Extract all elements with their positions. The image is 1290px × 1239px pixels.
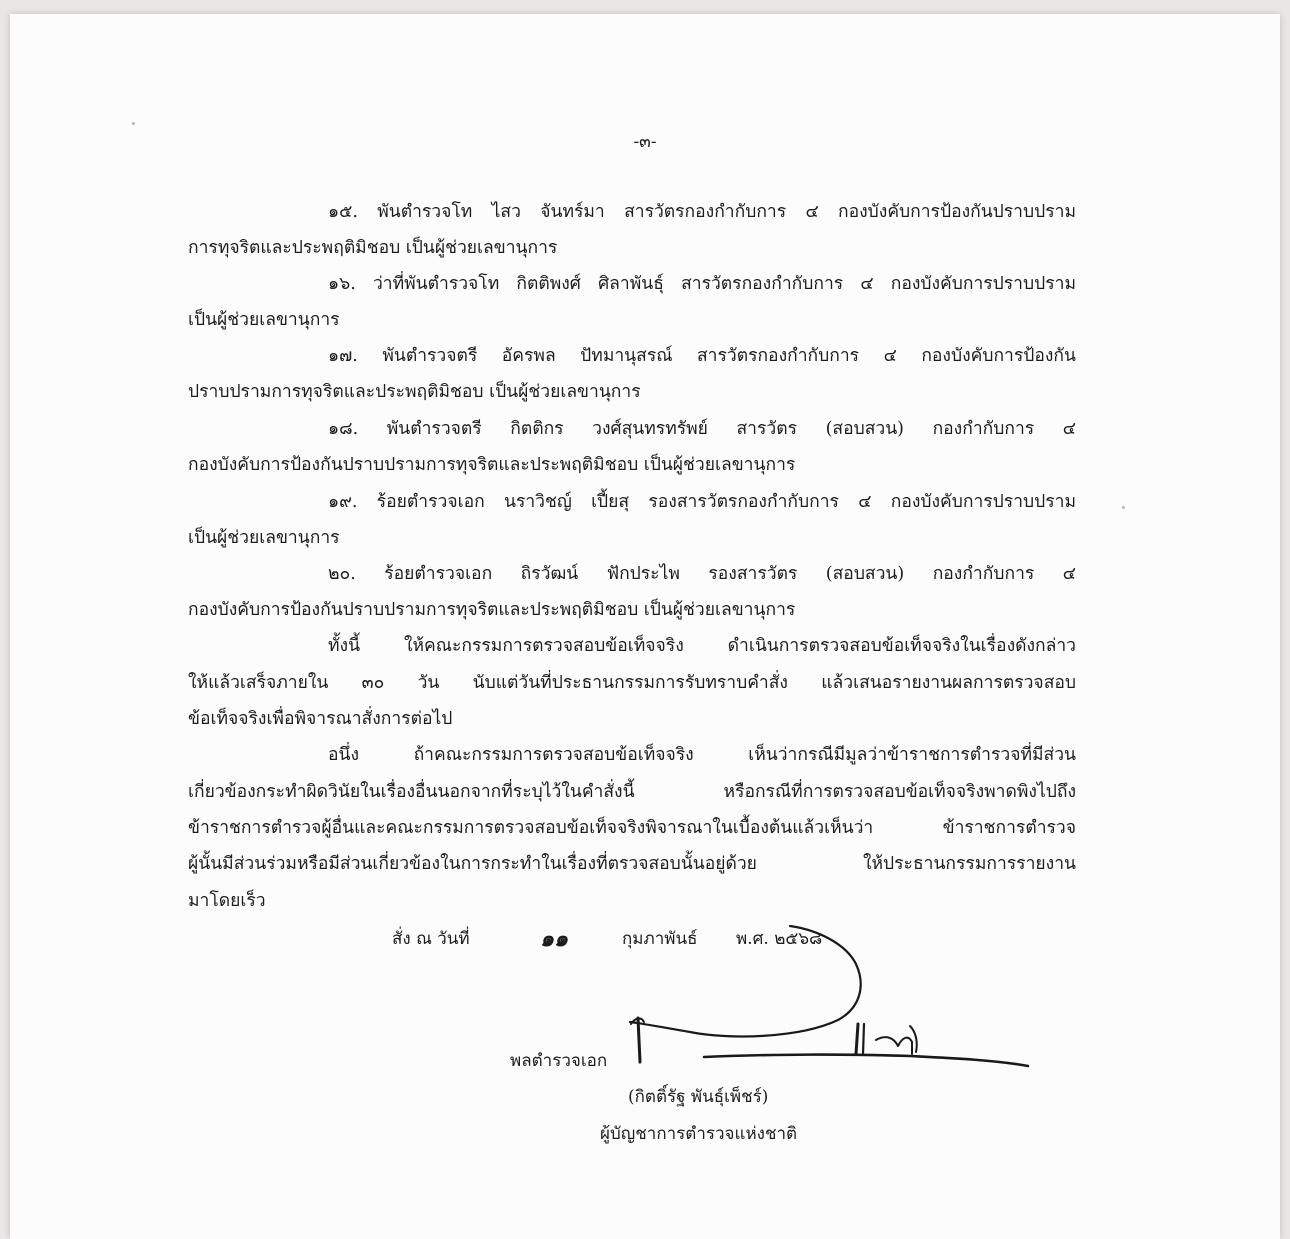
paragraph-20-line-2: กองบังคับการป้องกันปราบปรามการทุจริตและประพฤติมิชอบ เป็นผู้ช่วยเลขานุการ: [188, 600, 796, 620]
additional-paragraph-line-3: ข้าราชการตำรวจผู้อื่นและคณะกรรมการตรวจสอบข้อเท็จจริงพิจารณาในเบื้องต้นแล้วเห็นว่า ข้าราชการตำรวจ: [188, 818, 1076, 838]
instruction-paragraph-line-2: ให้แล้วเสร็จภายใน ๓๐ วัน นับแต่วันที่ประธานกรรมการรับทราบคำสั่ง แล้วเสนอรายงานผลการตรวจสอบ: [188, 673, 1076, 693]
order-date-prefix: สั่ง ณ วันที่: [392, 929, 470, 949]
additional-paragraph-line-2: เกี่ยวข้องกระทำผิดวินัยในเรื่องอื่นนอกจากที่ระบุไว้ในคำสั่งนี้ หรือกรณีที่การตรวจสอบข้อเท็จจริงพาดพิงไปถึง: [188, 782, 1076, 802]
paragraph-15-line-1: ๑๕. พันตำรวจโท ไสว จันทร์มา สารวัตรกองกำกับการ ๔ กองบังคับการป้องกันปราบปราม: [328, 202, 1076, 222]
instruction-paragraph-line-3: ข้อเท็จจริงเพื่อพิจารณาสั่งการต่อไป: [188, 709, 453, 729]
signer-position: ผู้บัญชาการตำรวจแห่งชาติ: [600, 1124, 798, 1144]
signer-name: (กิตติ์รัฐ พันธุ์เพ็ชร์): [628, 1087, 769, 1107]
paragraph-17-line-1: ๑๗. พันตำรวจตรี อัครพล ปัทมานุสรณ์ สารวัตรกองกำกับการ ๔ กองบังคับการป้องกัน: [328, 346, 1076, 366]
paragraph-17-line-2: ปราบปรามการทุจริตและประพฤติมิชอบ เป็นผู้ช่วยเลขานุการ: [188, 382, 641, 402]
order-date-year: พ.ศ. ๒๕๖๘: [736, 929, 823, 949]
handwritten-signature: [10, 14, 1280, 1239]
paragraph-19-line-2: เป็นผู้ช่วยเลขานุการ: [188, 528, 340, 548]
signer-rank: พลตำรวจเอก: [510, 1051, 608, 1071]
order-date-month: กุมภาพันธ์: [622, 929, 698, 949]
order-date-day: ๑๑: [540, 926, 568, 952]
document-page: [10, 14, 1280, 1239]
additional-paragraph-line-1: อนึ่ง ถ้าคณะกรรมการตรวจสอบข้อเท็จจริง เห็นว่ากรณีมีมูลว่าข้าราชการตำรวจที่มีส่วน: [328, 745, 1076, 765]
paragraph-16-line-1: ๑๖. ว่าที่พันตำรวจโท กิตติพงศ์ ศิลาพันธุ์ สารวัตรกองกำกับการ ๔ กองบังคับการปราบปราม: [328, 274, 1076, 294]
instruction-paragraph-line-1: ทั้งนี้ ให้คณะกรรมการตรวจสอบข้อเท็จจริง ดำเนินการตรวจสอบข้อเท็จจริงในเรื่องดังกล่าว: [328, 636, 1076, 656]
additional-paragraph-line-4: ผู้นั้นมีส่วนร่วมหรือมีส่วนเกี่ยวข้องในการกระทำในเรื่องที่ตรวจสอบนั้นอยู่ด้วย ให้ประธานกรรมการรายงาน: [188, 854, 1076, 874]
paragraph-20-line-1: ๒๐. ร้อยตำรวจเอก ถิรวัฒน์ ฟักประไพ รองสารวัตร (สอบสวน) กองกำกับการ ๔: [328, 564, 1076, 584]
page-number: -๓-: [633, 132, 657, 152]
paragraph-19-line-1: ๑๙. ร้อยตำรวจเอก นราวิชญ์ เปี้ยสุ รองสารวัตรกองกำกับการ ๔ กองบังคับการปราบปราม: [328, 492, 1076, 512]
paragraph-18-line-1: ๑๘. พันตำรวจตรี กิตติกร วงศ์สุนทรทรัพย์ สารวัตร (สอบสวน) กองกำกับการ ๔: [328, 419, 1076, 439]
paragraph-18-line-2: กองบังคับการป้องกันปราบปรามการทุจริตและประพฤติมิชอบ เป็นผู้ช่วยเลขานุการ: [188, 455, 796, 475]
additional-paragraph-line-5: มาโดยเร็ว: [188, 891, 266, 911]
paragraph-15-line-2: การทุจริตและประพฤติมิชอบ เป็นผู้ช่วยเลขานุการ: [188, 238, 558, 258]
paragraph-16-line-2: เป็นผู้ช่วยเลขานุการ: [188, 310, 340, 330]
